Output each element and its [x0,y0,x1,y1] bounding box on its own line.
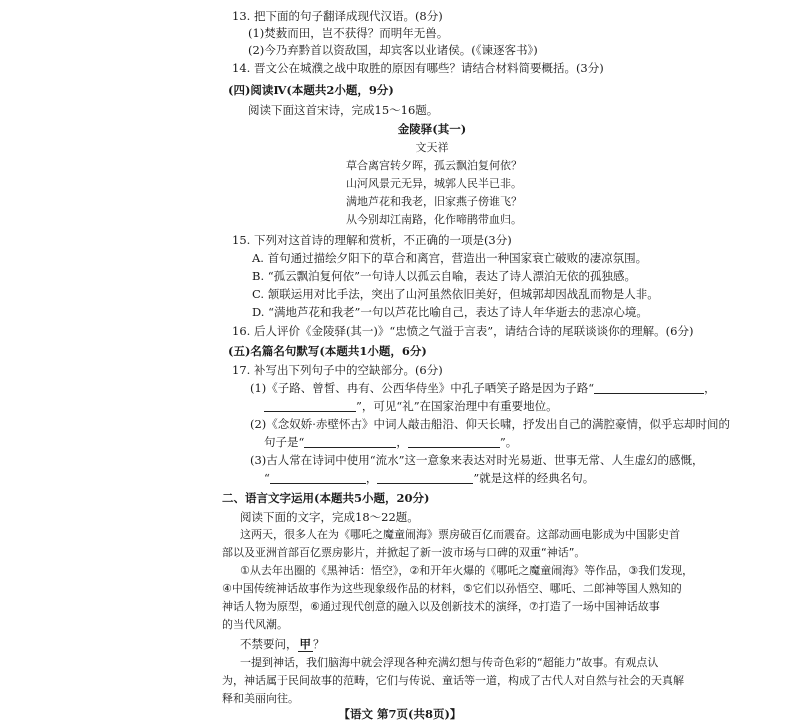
answer-blank[interactable] [594,381,704,394]
section-4-intro: 阅读下面这首宋诗，完成15～16题。 [248,103,439,117]
passage-p2-line-3: 神话人物为原型，⑥通过现代创意的融入以及创新技术的演绎，⑦打造了一场中国神话故事 [222,600,660,613]
answer-blank[interactable] [304,435,396,448]
poem-line-2: 山河风景元无异，城郭人民半已非。 [346,177,522,190]
page-footer: 【语文 第7页(共8页)】 [338,707,462,721]
q15-option-c: C. 颔联运用对比手法，突出了山河虽然依旧美好，但城郭却因战乱而物是人非。 [252,287,659,301]
answer-blank[interactable] [264,399,356,412]
passage-p1-line-1: 这两天，很多人在为《哪吒之魔童闹海》票房破百亿而震奋。这部动画电影成为中国影史首 [240,528,680,541]
poem-line-3: 满地芦花和我老，旧家燕子傍谁飞？ [346,195,522,208]
poem-title: 金陵驿(其一) [397,122,467,136]
answer-blank[interactable] [377,471,473,484]
poem-line-4: 从今别却江南路，化作啼鹃带血归。 [346,213,522,226]
q16-stem: 16. 后人评价《金陵驿(其一)》“忠愤之气溢于言表”，请结合诗的尾联谈谈你的理解。(6分) [232,324,694,338]
blank-jia: 甲 [299,637,311,651]
passage-p4-line-3: 释和美丽向往。 [222,692,299,705]
q13-sentence-1: (1)焚薮而田，岂不获得？而明年无兽。 [248,26,449,40]
q15-option-b: B. “孤云飘泊复何依”一句诗人以孤云自喻，表达了诗人漂泊无依的孤独感。 [252,269,637,283]
poem-author: 文天祥 [415,141,449,154]
q17-item-3-line-2: “ ， ”就是这样的经典名句。 [264,471,595,485]
passage-p4-line-1: 一提到神话，我们脑海中就会浮现各种充满幻想与传奇色彩的“超能力”故事。有观点认 [240,656,659,669]
section-4-heading: (四)阅读Ⅳ(本题共2小题，9分) [228,83,394,97]
passage-p3: 不禁要问， 甲 ？ [240,637,325,651]
answer-blank[interactable] [408,435,500,448]
q17-item-2-line-1: (2)《念奴娇·赤壁怀古》中词人敲击船沿、仰天长啸，抒发出自己的满腔豪情，似乎忘却时间的 [250,417,730,431]
q13-title: 13. 把下面的句子翻译成现代汉语。(8分) [232,9,443,23]
q14-stem: 14. 晋文公在城濮之战中取胜的原因有哪些？请结合材料简要概括。(3分) [232,61,604,75]
q15-option-d: D. “满地芦花和我老”一句以芦花比喻自己，表达了诗人年华逝去的悲凉心境。 [252,305,648,319]
part-2-heading: 二、语言文字运用(本题共5小题，20分) [222,491,430,505]
section-5-heading: (五)名篇名句默写(本题共1小题，6分) [228,344,427,358]
answer-blank[interactable] [270,471,366,484]
poem-line-1: 草合离宫转夕晖，孤云飘泊复何依？ [346,159,522,172]
q13-sentence-2: (2)今乃弃黔首以资敌国，却宾客以业诸侯。(《谏逐客书》) [248,43,538,57]
q17-item-2-line-2: 句子是“ ， ”。 [264,435,518,449]
q17-item-1-line-1: (1)《子路、曾皙、冉有、公西华侍坐》中孔子哂笑子路是因为子路“ ， [250,381,716,395]
passage-p1-line-2: 部以及亚洲首部百亿票房影片，并掀起了新一波市场与口碑的双重“神话”。 [222,546,586,559]
passage-p2-line-1: ①从去年出圈的《黑神话：悟空》，②和开年火爆的《哪吒之魔童闹海》等作品，③我们发现， [240,564,694,577]
passage-p2-line-2: ④中国传统神话故事作为这些现象级作品的材料，⑤它们以孙悟空、哪吒、二郎神等国人熟知的 [222,582,682,595]
q17-item-3-line-1: (3)古人常在诗词中使用“流水”这一意象来表达对时光易逝、世事无常、人生虚幻的感慨， [250,453,704,467]
q15-stem: 15. 下列对这首诗的理解和赏析，不正确的一项是(3分) [232,233,512,247]
q15-option-a: A. 首句通过描绘夕阳下的草合和离宫，营造出一种国家衰亡破败的凄凉氛围。 [252,251,648,265]
passage-p2-line-4: 的当代风潮。 [222,618,288,631]
q17-item-1-line-2: ”，可见“礼”在国家治理中有重要地位。 [264,398,558,414]
part-2-intro: 阅读下面的文字，完成18～22题。 [240,510,419,524]
passage-p4-line-2: 为，神话属于民间故事的范畴，它们与传说、童话等一道，构成了古代人对自然与社会的天真解 [222,674,684,687]
q17-stem: 17. 补写出下列句子中的空缺部分。(6分) [232,363,443,377]
